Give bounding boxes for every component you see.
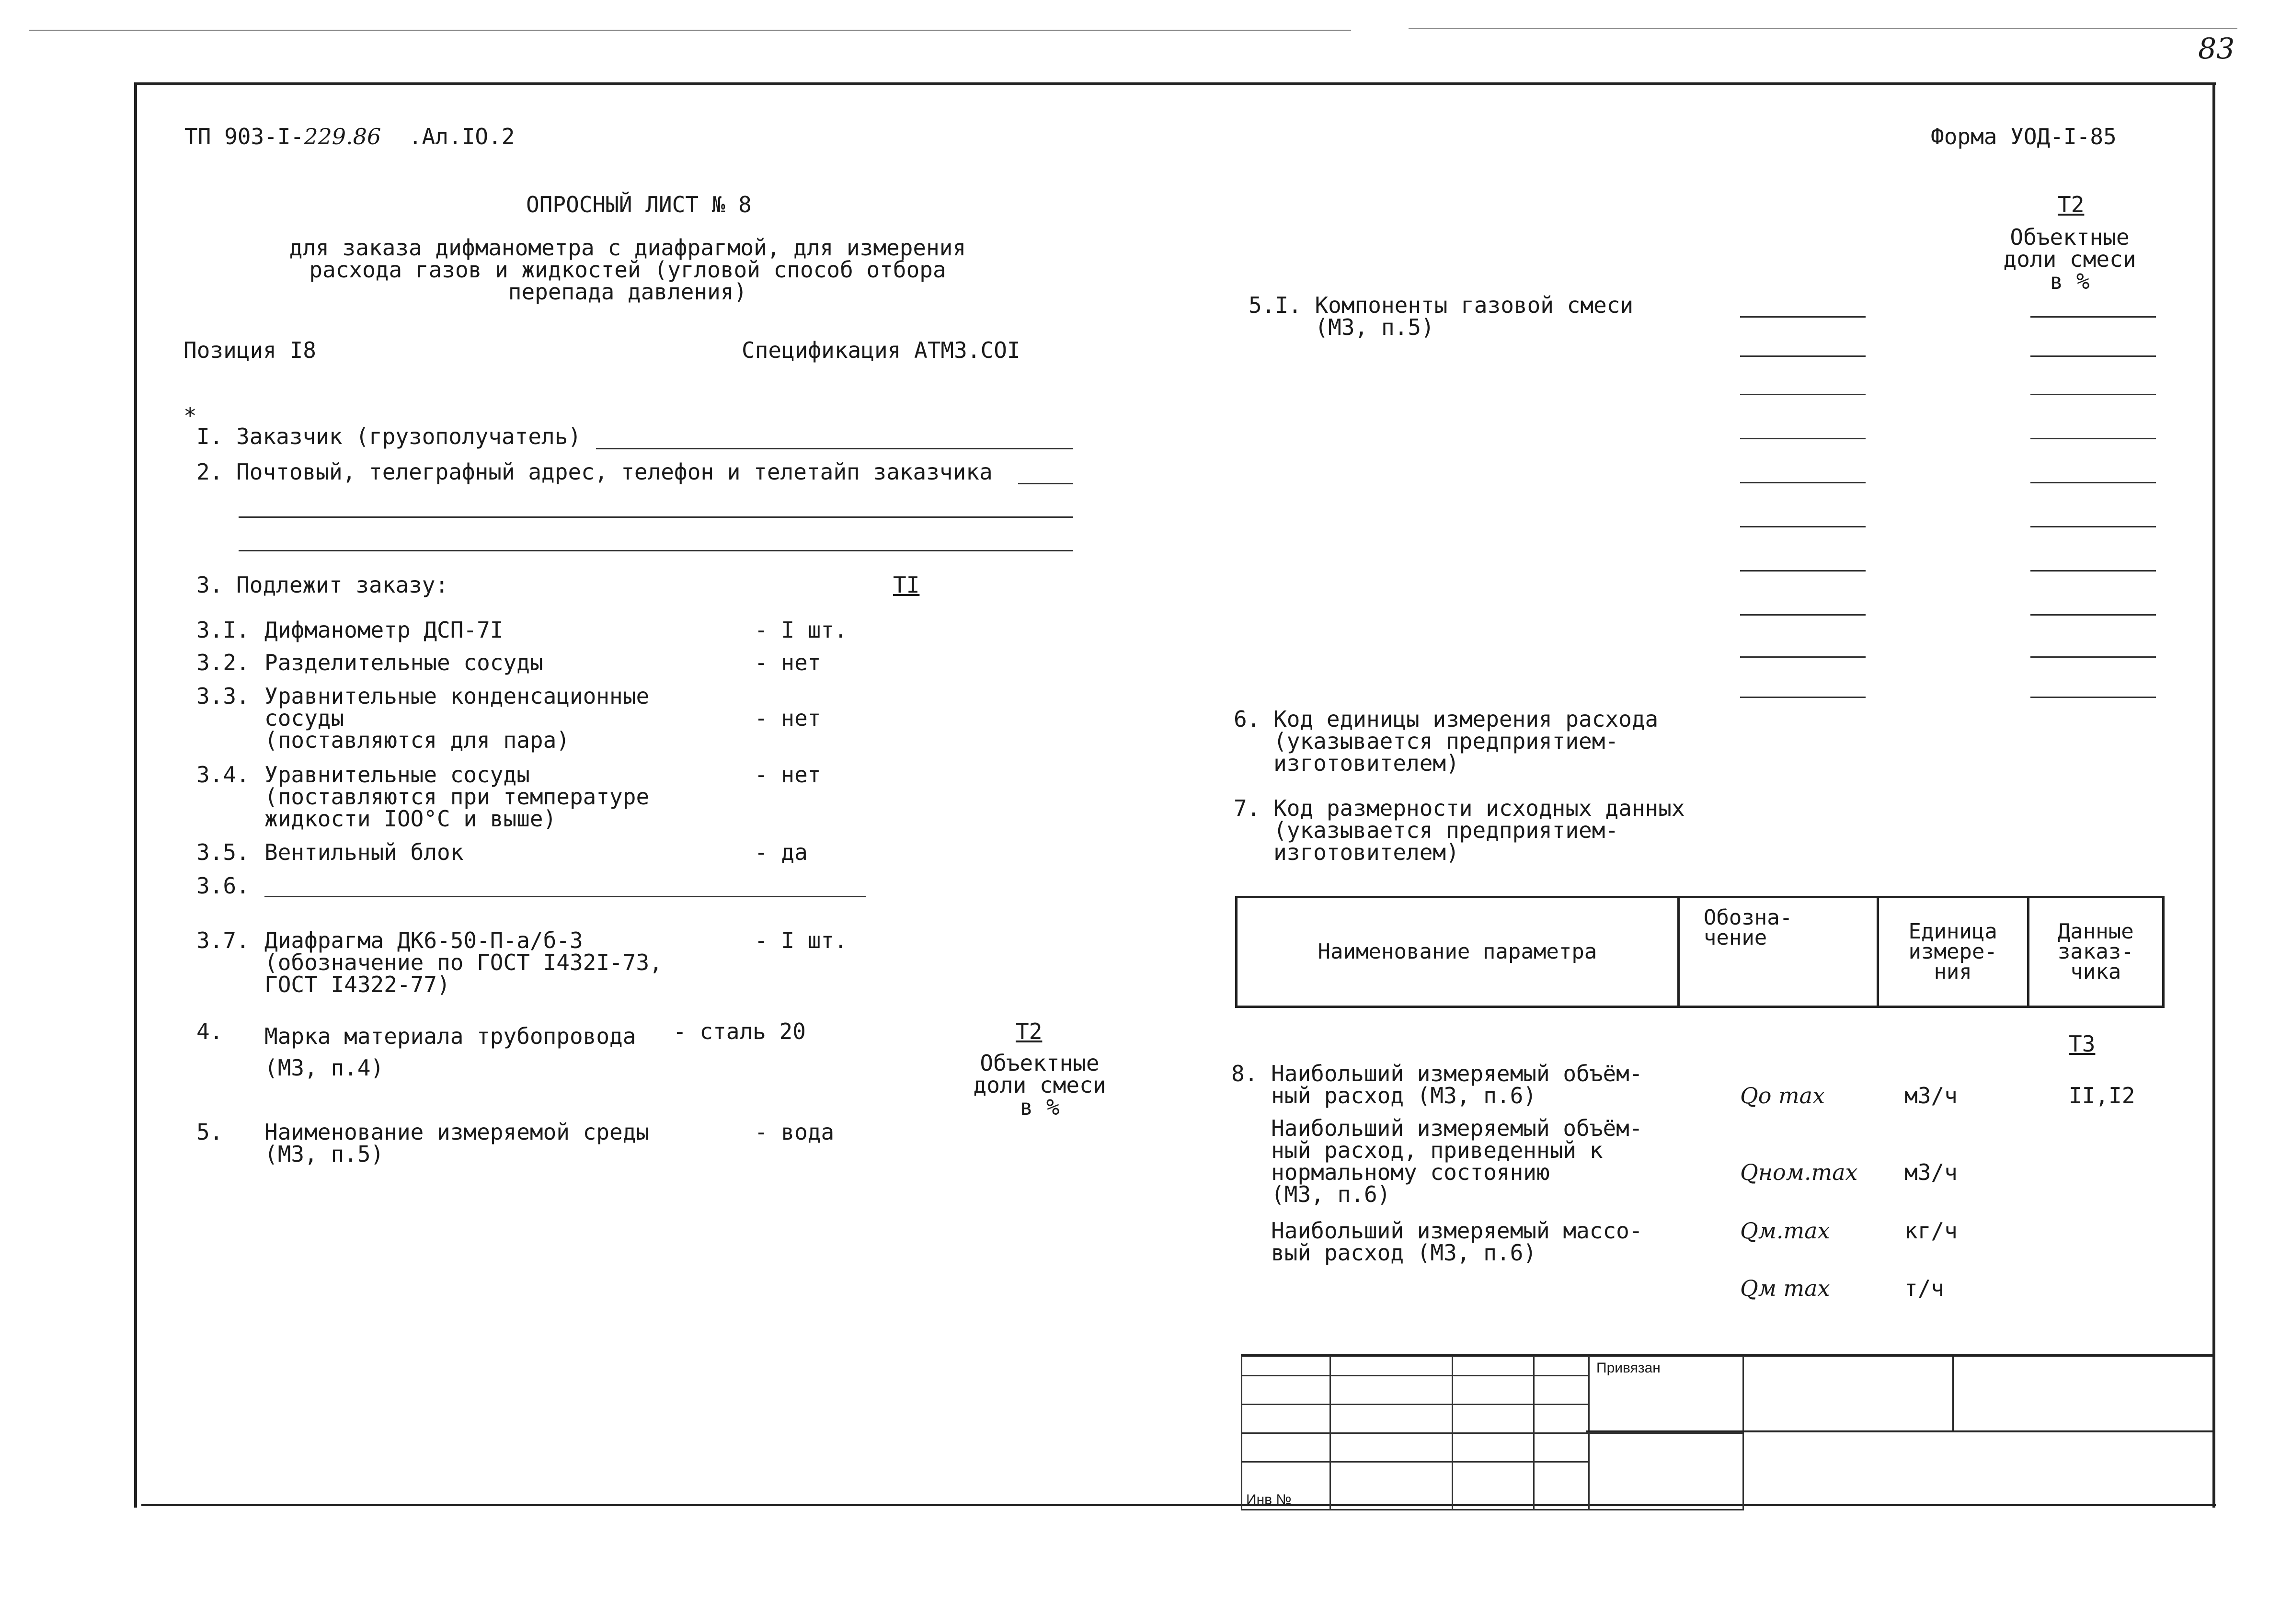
t2-right-caption: Объектные доли смеси в % xyxy=(2003,224,2136,294)
component-name-line xyxy=(1740,526,1866,527)
stamp-vertical-divider xyxy=(1952,1356,1954,1432)
stamp-horizontal-divider xyxy=(1586,1430,2214,1432)
form-title: ОПРОСНЫЙ ЛИСТ № 8 xyxy=(526,192,752,217)
component-share-line xyxy=(2030,355,2156,357)
item-number: 3.I. xyxy=(196,617,250,643)
document-code xyxy=(184,126,515,148)
item-4-value: - сталь 20 xyxy=(673,1018,806,1044)
stamp-cell xyxy=(1534,1357,1589,1376)
param-symbol: Qо max xyxy=(1740,1083,1825,1109)
item-2-fill-line xyxy=(1018,483,1073,484)
frame-top xyxy=(134,82,2216,85)
item-4-number: 4. xyxy=(196,1018,223,1044)
param-unit: м3/ч xyxy=(1904,1159,1958,1185)
component-name-line xyxy=(1740,697,1866,698)
item-value: - I шт. xyxy=(755,617,848,643)
item-4-text: Марка материала трубопровода (МЗ, п.4) xyxy=(264,1023,636,1081)
param-text: 8. Наибольший измеряемый объём- ный расход (МЗ, п.6) xyxy=(1231,1061,1643,1109)
item-2-fill-line-3 xyxy=(239,550,1073,551)
t2-left-caption: Объектные доли смеси в % xyxy=(973,1050,1106,1120)
item-7-dimension-code: 7. Код размерности исходных данных (указывается предприятием- изготовителем) xyxy=(1234,795,1685,865)
stamp-inv-label: Инв № xyxy=(1246,1492,1292,1508)
stamp-cell xyxy=(1453,1433,1534,1462)
item-text: Вентильный блок xyxy=(264,839,464,865)
page-number: 83 xyxy=(2198,32,2235,66)
stamp-attached-label: Привязан xyxy=(1596,1360,1661,1376)
doc-code-handwritten: 229.86 xyxy=(304,124,381,149)
item-5-number: 5. xyxy=(196,1119,223,1145)
header-unit: Единица измере- ния xyxy=(1878,897,2028,1007)
table-ref-t2-right: T2 xyxy=(2058,192,2085,217)
component-name-line xyxy=(1740,316,1866,318)
top-trim-line-left xyxy=(29,30,1351,31)
stamp-cell xyxy=(1330,1357,1453,1376)
item-3-order: 3. Подлежит заказу: xyxy=(196,572,449,598)
param-text: Наибольший измеряемый объём- ный расход, приведенный к нормальному состоянию (МЗ, п.6) xyxy=(1271,1115,1643,1207)
item-text: Уравнительные конденсационные сосуды (поставляются для пара) xyxy=(264,683,650,753)
frame-bottom xyxy=(141,1504,2216,1506)
header-customer-data: Данные заказ- чика xyxy=(2028,897,2163,1007)
component-share-line xyxy=(2030,614,2156,616)
stamp-cell xyxy=(1534,1462,1589,1510)
form-code: Форма УОД-I-85 xyxy=(1931,124,2117,149)
stamp-cell xyxy=(1453,1462,1534,1510)
item-1-fill-line xyxy=(596,448,1073,449)
stamp-cell xyxy=(1534,1405,1589,1433)
item-text: Уравнительные сосуды (поставляются при температуре жидкости IOO°C и выше) xyxy=(264,762,650,832)
stamp-cell xyxy=(1242,1405,1330,1433)
item-5-text: Наименование измеряемой среды (МЗ, п.5) xyxy=(264,1119,650,1167)
stamp-attached-cell xyxy=(1589,1357,1743,1433)
parameter-table-header xyxy=(1235,896,2165,1008)
item-2-address: 2. Почтовый, телеграфный адрес, телефон и телетайп заказчика xyxy=(196,459,993,485)
specification-label: Спецификация АТМЗ.COI xyxy=(742,337,1020,363)
header-parameter-name: Наименование параметра xyxy=(1237,897,1679,1007)
item-number: 3.6. xyxy=(196,873,250,899)
param-text: Наибольший измеряемый массо- вый расход (МЗ, п.6) xyxy=(1271,1218,1643,1266)
item-text: Разделительные сосуды xyxy=(264,650,543,675)
param-customer-value: II,I2 xyxy=(2069,1083,2135,1109)
asterisk-mark: * xyxy=(183,403,197,429)
param-unit: т/ч xyxy=(1904,1275,1945,1301)
item-value: - нет xyxy=(755,762,821,788)
item-value: - I шт. xyxy=(755,927,848,953)
stamp-cell xyxy=(1534,1376,1589,1405)
stamp-grid xyxy=(1241,1356,1744,1510)
stamp-cell xyxy=(1534,1433,1589,1462)
item-text: Диафрагма ДК6-50-П-а/б-3 (обозначение по ГОСТ I432I-73, ГОСТ I4322-77) xyxy=(264,927,663,997)
item-value: - да xyxy=(755,839,808,865)
param-unit: кг/ч xyxy=(1904,1218,1958,1244)
component-name-line xyxy=(1740,438,1866,439)
item-5-value: - вода xyxy=(755,1119,835,1145)
stamp-cell xyxy=(1242,1357,1330,1376)
item-2-fill-line-2 xyxy=(239,516,1073,518)
component-name-line xyxy=(1740,656,1866,658)
stamp-cell xyxy=(1242,1376,1330,1405)
stamp-cell xyxy=(1242,1433,1330,1462)
frame-right xyxy=(2212,82,2215,1508)
component-share-line xyxy=(2030,526,2156,527)
stamp-inv-cell xyxy=(1242,1462,1330,1510)
item-number: 3.7. xyxy=(196,927,250,953)
top-trim-line-right xyxy=(1409,28,2237,29)
position-label: Позиция I8 xyxy=(183,337,316,363)
item-number: 3.5. xyxy=(196,839,250,865)
item-5-1-components: 5.I. Компоненты газовой смеси (МЗ, п.5) xyxy=(1249,292,1634,340)
param-symbol: Qм max xyxy=(1740,1275,1830,1301)
item-number: 3.2. xyxy=(196,650,250,675)
component-share-line xyxy=(2030,570,2156,572)
component-share-line xyxy=(2030,394,2156,395)
item-value: - нет xyxy=(755,650,821,675)
component-name-line xyxy=(1740,570,1866,572)
component-share-line xyxy=(2030,697,2156,698)
stamp-cell xyxy=(1453,1405,1534,1433)
header-designation: Обозна- чение xyxy=(1678,897,1878,1007)
component-share-line xyxy=(2030,316,2156,318)
param-symbol: Qм.max xyxy=(1740,1218,1830,1244)
component-share-line xyxy=(2030,482,2156,483)
frame-left xyxy=(134,82,137,1508)
param-unit: м3/ч xyxy=(1904,1083,1958,1109)
stamp-cell xyxy=(1453,1357,1534,1376)
form-description: для заказа дифманометра с диафрагмой, для измерения расхода газов и жидкостей (угловой способ отбора перепада давления) xyxy=(289,235,966,305)
component-name-line xyxy=(1740,355,1866,357)
stamp-cell xyxy=(1330,1462,1453,1510)
stamp-blank-cell xyxy=(1589,1433,1743,1510)
album-number: .Ал.IO.2 xyxy=(408,124,515,149)
item-number: 3.3. xyxy=(196,683,250,709)
stamp-cell xyxy=(1330,1376,1453,1405)
component-share-line xyxy=(2030,656,2156,658)
stamp-cell xyxy=(1330,1433,1453,1462)
doc-code-prefix: ТП 903-I- xyxy=(184,124,304,149)
param-symbol: Qном.max xyxy=(1740,1159,1858,1185)
component-name-line xyxy=(1740,482,1866,483)
stamp-cell xyxy=(1330,1405,1453,1433)
component-name-line xyxy=(1740,394,1866,395)
component-share-line xyxy=(2030,438,2156,439)
item-1-customer: I. Заказчик (грузополучатель) xyxy=(196,423,582,449)
item-number: 3.4. xyxy=(196,762,250,788)
table-ref-t3: T3 xyxy=(2069,1031,2096,1057)
table-ref-t2-left: T2 xyxy=(1016,1018,1043,1044)
item-3-6-fill-line xyxy=(264,896,866,897)
item-6-unit-code: 6. Код единицы измерения расхода (указывается предприятием- изготовителем) xyxy=(1234,706,1659,776)
item-value: - нет xyxy=(755,705,821,731)
stamp-cell xyxy=(1453,1376,1534,1405)
component-name-line xyxy=(1740,614,1866,616)
table-ref-t1: TI xyxy=(893,572,920,598)
item-text: Дифманометр ДСП-7I xyxy=(264,617,504,643)
